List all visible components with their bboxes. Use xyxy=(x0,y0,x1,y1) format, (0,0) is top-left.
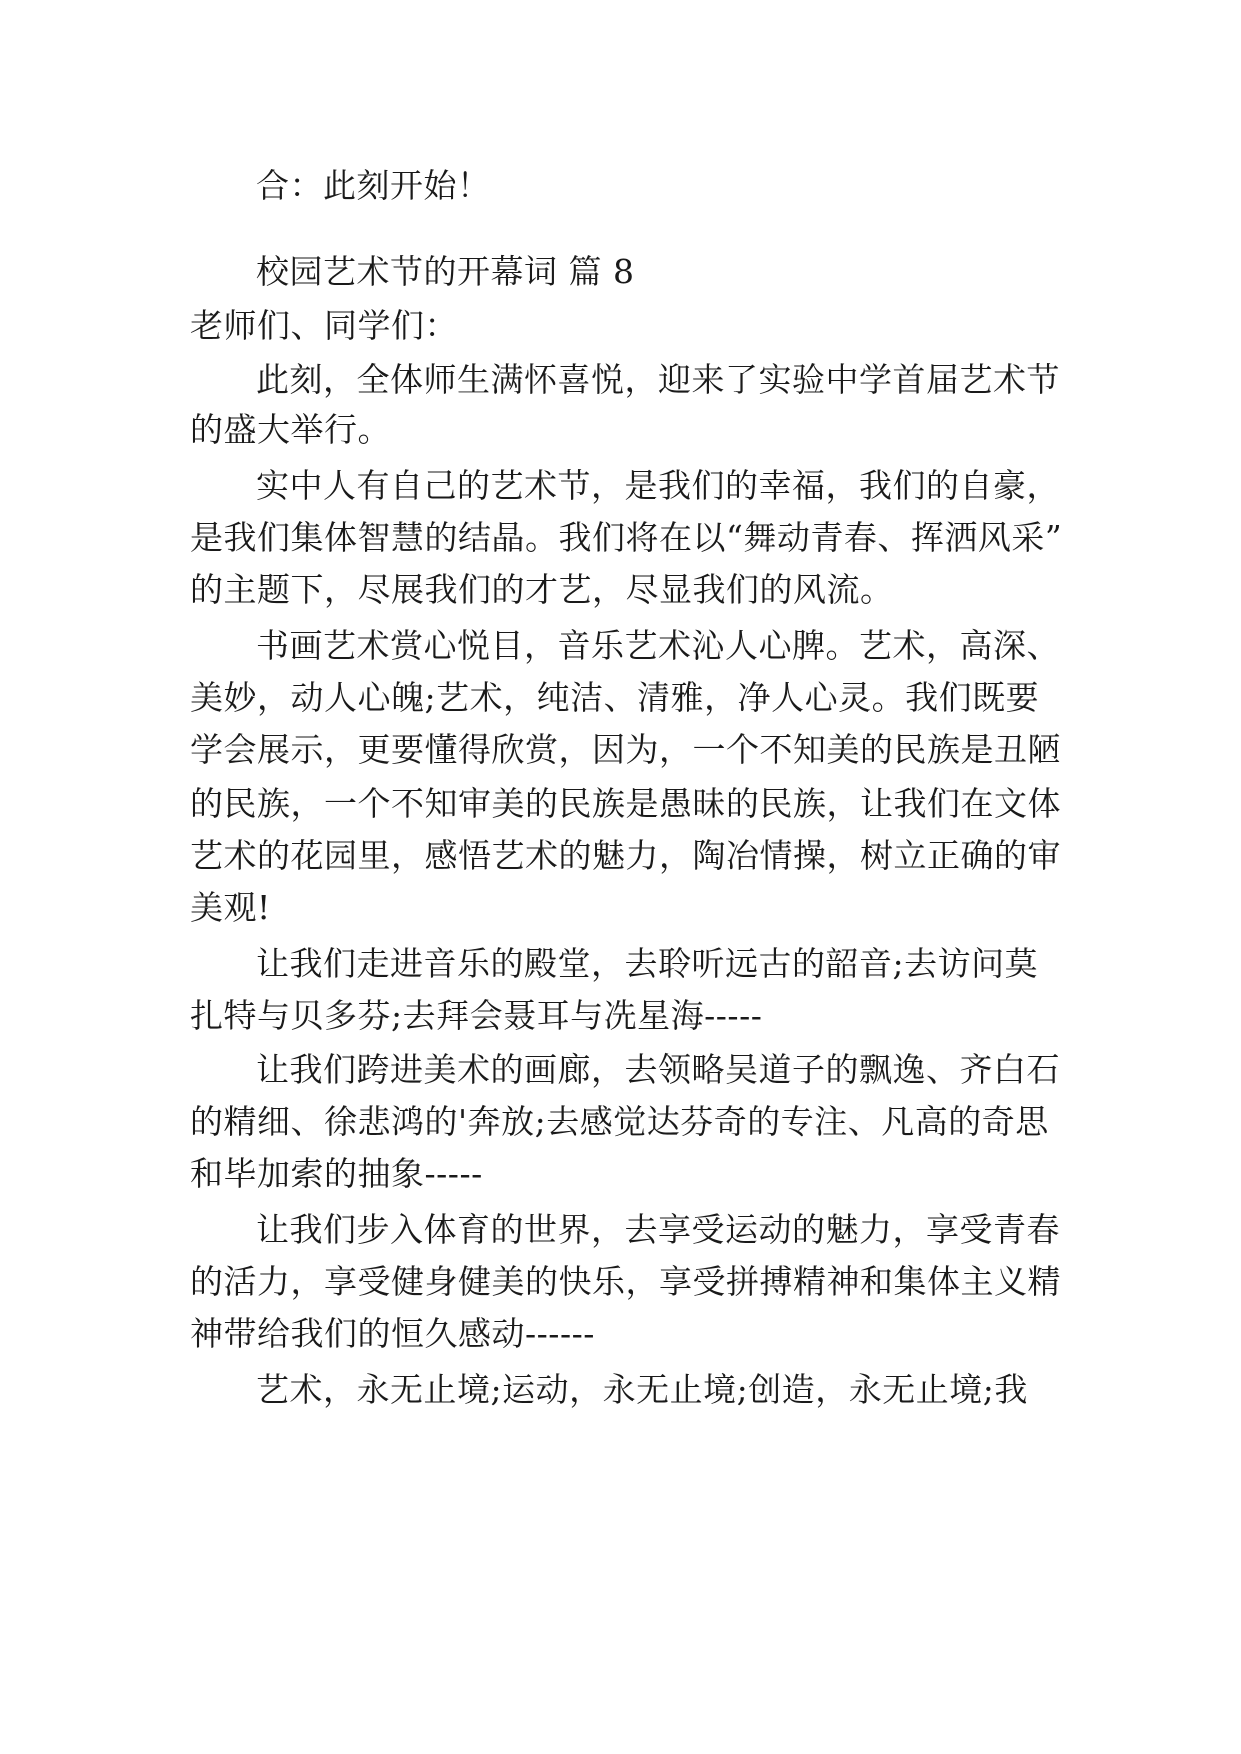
paragraph-line: 美观! xyxy=(190,888,271,927)
paragraph-line: 的主题下，尽展我们的才艺，尽显我们的风流。 xyxy=(190,570,894,609)
paragraph-line: 艺术，永无止境;运动，永无止境;创造，永无止境;我 xyxy=(256,1370,1028,1409)
paragraph-line: 和毕加索的抽象----- xyxy=(190,1154,483,1193)
paragraph-line: 的精细、徐悲鸿的'奔放;去感觉达芬奇的专注、凡高的奇思 xyxy=(190,1102,1049,1141)
paragraph-line: 学会展示，更要懂得欣赏，因为，一个不知美的民族是丑陋 xyxy=(190,730,1061,769)
paragraph-line: 让我们跨进美术的画廊，去领略吴道子的飘逸、齐白石 xyxy=(256,1050,1060,1089)
paragraph-line: 的盛大举行。 xyxy=(190,410,391,449)
paragraph-line: 让我们步入体育的世界，去享受运动的魅力，享受青春 xyxy=(256,1210,1060,1249)
paragraph-line: 让我们走进音乐的殿堂，去聆听远古的韶音;去访问莫 xyxy=(256,944,1039,983)
paragraph-line: 艺术的花园里，感悟艺术的魅力，陶冶情操，树立正确的审 xyxy=(190,836,1061,875)
paragraph-line: 的活力，享受健身健美的快乐，享受拼搏精神和集体主义精 xyxy=(190,1262,1061,1301)
paragraph-line: 神带给我们的恒久感动------ xyxy=(190,1314,595,1353)
section-title: 校园艺术节的开幕词 篇 8 xyxy=(256,252,635,291)
paragraph-line: 扎特与贝多芬;去拜会聂耳与冼星海----- xyxy=(190,996,763,1035)
paragraph-line: 实中人有自己的艺术节，是我们的幸福，我们的自豪， xyxy=(256,466,1060,505)
paragraph-line: 是我们集体智慧的结晶。我们将在以“舞动青春、挥洒风采” xyxy=(190,518,1063,557)
paragraph-line: 美妙，动人心魄;艺术，纯洁、清雅，净人心灵。我们既要 xyxy=(190,678,1040,717)
paragraph-line: 书画艺术赏心悦目，音乐艺术沁人心脾。艺术，高深、 xyxy=(256,626,1060,665)
closing-line: 合：此刻开始！ xyxy=(256,166,491,205)
paragraph-line: 的民族，一个不知审美的民族是愚昧的民族，让我们在文体 xyxy=(190,784,1061,823)
paragraph-line: 此刻，全体师生满怀喜悦，迎来了实验中学首届艺术节 xyxy=(256,360,1060,399)
salutation: 老师们、同学们： xyxy=(190,306,458,345)
